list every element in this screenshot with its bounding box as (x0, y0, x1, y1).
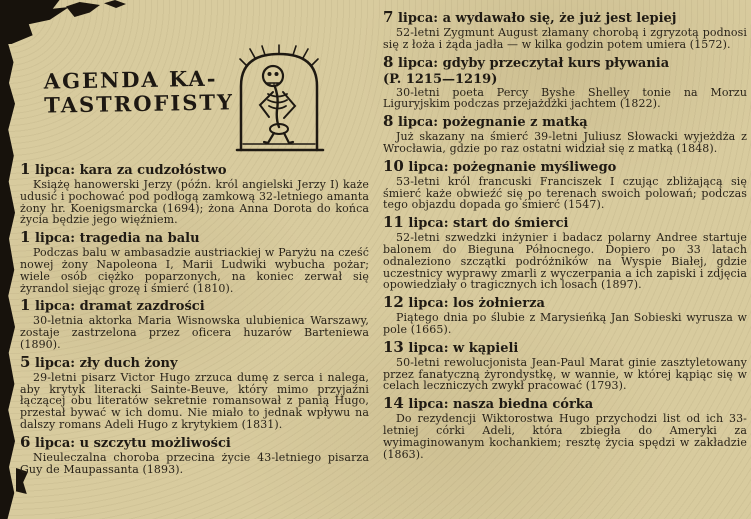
entry-date-number: 6 (20, 432, 31, 451)
entry-date-month: lipca: (408, 340, 449, 356)
agenda-entry (383, 396, 747, 460)
entry-heading (383, 337, 747, 356)
page-title-line2: TASTROFISTY (43, 89, 235, 118)
entry-heading (383, 295, 747, 311)
entry-heading (20, 432, 369, 451)
page-title (44, 66, 235, 117)
agenda-entry (383, 295, 747, 336)
entry-date-month: lipca: (34, 163, 76, 178)
agenda-entry (20, 432, 369, 476)
entry-title: pożegnanie myśliwego (453, 159, 617, 175)
entry-heading (383, 156, 747, 175)
right-entries (383, 10, 747, 460)
entry-body: 52-letni Zygmunt August złamany chorobą i zgryzotą podnosi się z łoża i żąda jadła — w kilka godzin potem umiera (1572). (383, 26, 747, 51)
entry-body: Książę hanowerski Jerzy (późn. król angielski Jerzy I) każe udusić i pochować pod podłogą zamkową 32-letniego amanta żony hr. Koenigsmarcka (1694); żona Anna Dorota do końca życia będzie jego więźniem. (20, 178, 369, 227)
right-column (383, 6, 747, 477)
entry-title: start do śmierci (453, 216, 569, 232)
entry-date-number: 7 (383, 8, 394, 26)
entry-body: Już skazany na śmierć 39-letni Juliusz Słowacki wyjeżdża z Wrocławia, gdzie po raz ostatni widział się z matką (1848). (383, 130, 747, 155)
agenda-entry (383, 156, 747, 212)
entry-date-number: 10 (383, 156, 404, 175)
entry-title: w kąpieli (453, 340, 519, 356)
agenda-entry (383, 10, 747, 51)
left-entries (20, 162, 369, 475)
agenda-entry (20, 352, 369, 431)
entry-title: kara za cudzołóstwo (79, 163, 227, 178)
agenda-entry (383, 114, 747, 155)
entry-title: pożegnanie z matką (442, 115, 588, 131)
entry-title: zły duch żony (79, 355, 178, 371)
entry-date-month: lipca: (397, 11, 439, 26)
entry-date-number: 11 (383, 213, 404, 232)
entry-date-month: lipca: (408, 397, 449, 413)
entry-body: Piątego dnia po ślubie z Marysieńką Jan Sobieski wyrusza w pole (1665). (383, 311, 747, 336)
entry-title: los żołnierza (453, 296, 545, 312)
entry-title: tragedia na balu (79, 231, 200, 247)
entry-date-number: 5 (20, 352, 31, 371)
skeleton-in-mirror-icon (223, 42, 335, 158)
agenda-entry (20, 162, 369, 226)
entry-title: a wydawało się, że już jest lepiej (442, 11, 677, 26)
agenda-entry (20, 298, 369, 350)
entry-body: Nieuleczalna choroba przecina życie 43-letniego pisarza Guy de Maupassanta (1893). (20, 450, 369, 476)
agenda-entry (383, 215, 747, 291)
entry-heading (383, 215, 747, 231)
entry-date-month: lipca: (397, 55, 439, 71)
entry-title: dramat zazdrości (79, 299, 205, 315)
torn-edge (0, 0, 15, 519)
agenda-entry (20, 230, 369, 294)
entry-title: u szczytu możliwości (79, 435, 231, 451)
entry-date-number: 12 (383, 293, 404, 312)
entry-body: Podczas balu w ambasadzie austriackiej w Paryżu na cześć nowej żony Napoleona I, Marii Ludwiki wybucha pożar; wiele osób ciężko poparzonych, na koniec zerwał się żyrandol siejąc grozę i śmierć (1810). (20, 246, 369, 295)
entry-body: 30-letnia aktorka Maria Wisnowska ulubienica Warszawy, zostaje zastrzelona przez oficera huzarów Barteniewa (1890). (20, 314, 369, 351)
entry-body: 29-letni pisarz Victor Hugo zrzuca dumę z serca i nalega, aby krytyk literacki Sainte-Beuve, który mimo przyjaźni łączącej obu literatów sekretnie romansował z panią Hugo, przestał bywać w ich domu. Nie miało to jednak wpływu na dalszy romans Adeli Hugo z krytykiem (1831). (20, 370, 369, 431)
entry-date-month: lipca: (408, 159, 449, 175)
entry-date-number: 14 (383, 394, 404, 413)
entry-date-number: 1 (20, 228, 31, 247)
entry-heading (383, 396, 747, 412)
entry-date-month: lipca: (34, 435, 76, 451)
entry-date-number: 8 (383, 112, 394, 131)
entry-heading (383, 10, 747, 26)
entry-heading (383, 52, 747, 71)
entry-heading (20, 162, 369, 178)
entry-body: 30-letni poeta Percy Byshe Shelley tonie na Morzu Liguryjskim podczas przejażdżki jachtem (1822). (383, 85, 747, 111)
entry-date-month: lipca: (34, 355, 76, 371)
entry-date-number: 8 (383, 52, 394, 71)
page-content (20, 6, 747, 477)
agenda-entry (383, 52, 747, 111)
agenda-entry (383, 337, 747, 393)
entry-title: gdyby przeczytał kurs pływania (442, 55, 670, 71)
entry-heading (20, 352, 369, 371)
entry-heading (20, 230, 369, 246)
left-column (20, 6, 369, 477)
entry-body: 53-letni król francuski Franciszek I czując zbliżającą się śmierć każe obwieźć się po terenach swoich polowań; podczas tego objazdu dopada go śmierć (1547). (383, 174, 747, 212)
entry-date-month: lipca: (34, 299, 76, 315)
entry-date-number: 13 (383, 337, 404, 356)
entry-body: 52-letni szwedzki inżynier i badacz polarny Andree startuje balonem do Bieguna Północnego. Dopiero po 33 latach odnaleziono szczątki podróżników na Wyspie Białej, gdzie uczestnicy wyprawy zmarli z wyczerpania a ich zapiski i zdjęcia opowiedziały o tragicznych ich losach (1897). (383, 231, 747, 292)
entry-date-month: lipca: (397, 115, 439, 131)
entry-date-month: lipca: (408, 216, 449, 232)
entry-date-number: 1 (20, 160, 31, 178)
entry-heading (383, 114, 747, 130)
entry-body: 50-letni rewolucjonista Jean-Paul Marat ginie zasztyletowany przez fanatyczną żyrondystkę, w wannie, w której kąpiąc się w celach leczniczych zwykł pracować (1793). (383, 355, 747, 393)
page-title-line1: AGENDA KA- (43, 65, 218, 94)
entry-date-month: lipca: (408, 296, 449, 312)
entry-body: Do rezydencji Wiktorostwa Hugo przychodzi list od ich 33-letniej córki Adeli, która zbiegła do Ameryki za wyimaginowanym kochankiem; resztę życia spędzi w zakładzie (1863). (383, 412, 747, 461)
entry-heading (20, 298, 369, 314)
entry-title: nasza biedna córka (453, 397, 594, 413)
skeleton-illustration (223, 42, 335, 162)
entry-date-month: lipca: (34, 231, 76, 247)
entry-heading-extra: (P. 1215—1219) (383, 71, 498, 87)
entry-date-number: 1 (20, 296, 31, 315)
masthead (20, 6, 369, 158)
